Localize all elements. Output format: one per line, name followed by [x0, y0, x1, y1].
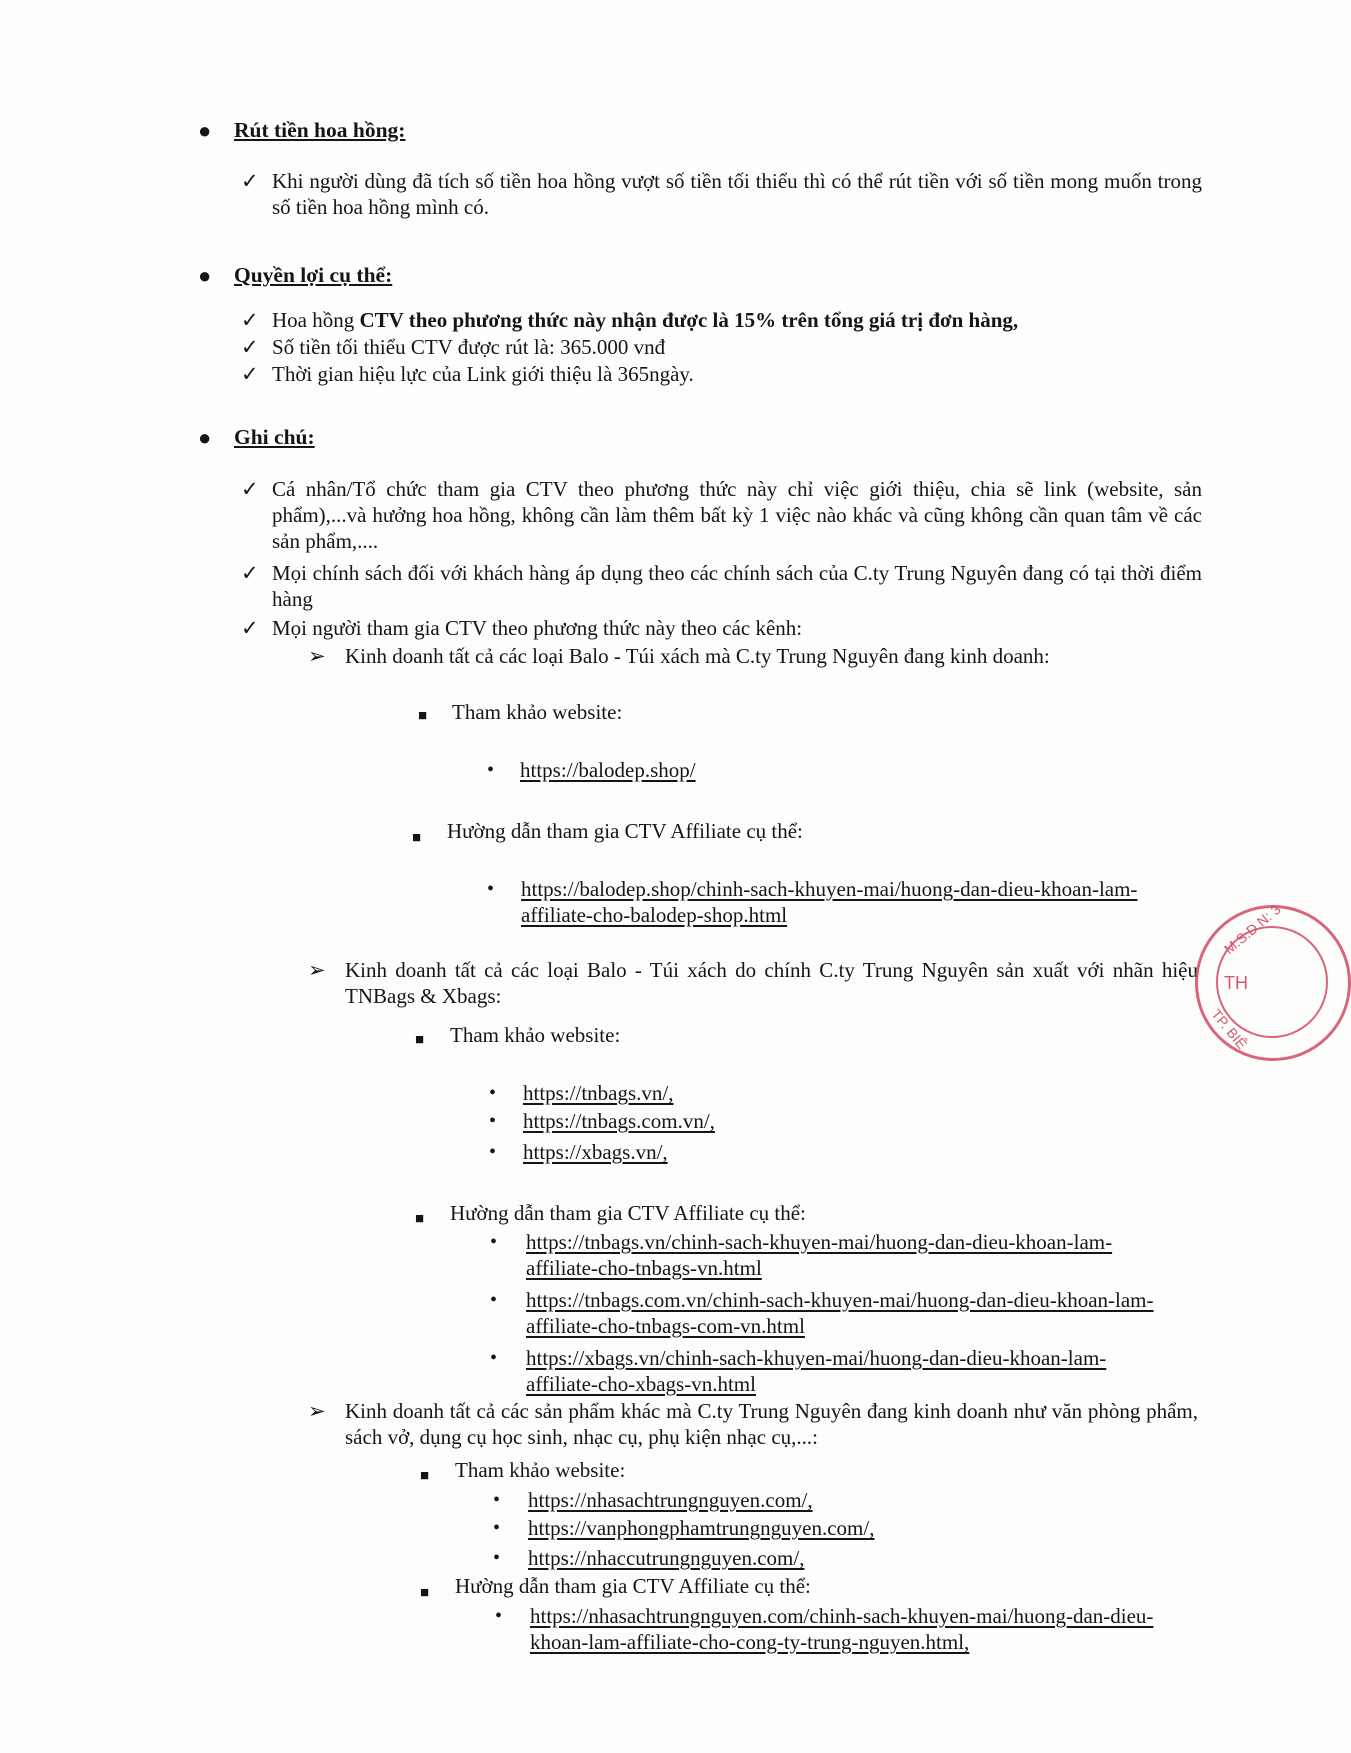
channel-item-2 — [308, 957, 1198, 1009]
bullet-dot-icon: • — [495, 1605, 503, 1627]
channel-1-ref-label: Tham khảo website: — [452, 700, 623, 724]
channel-item-3 — [308, 1398, 1198, 1450]
note-policy-text: Mọi chính sách đối với khách hàng áp dụng theo các chính sách của C.ty Trung Nguyên đang có tại thời điểm hàng — [272, 561, 1202, 611]
channel-3-guide-label: Hường dẫn tham gia CTV Affiliate cụ thể: — [455, 1574, 811, 1598]
channel-1-text: Kinh doanh tất cả các loại Balo - Túi xách mà C.ty Trung Nguyên đang kinh doanh: — [345, 644, 1050, 668]
benefit-item-validity — [241, 361, 1202, 387]
channel-1-website-1[interactable]: https://balodep.shop/ — [520, 758, 696, 782]
check-mark-icon: ✓ — [241, 308, 259, 332]
bullet-dot-icon: • — [493, 1517, 501, 1539]
note-participants-text: Cá nhân/Tổ chức tham gia CTV theo phương thức này chỉ việc giới thiệu, chia sẽ link (website, sản phẩm),...và hưởng hoa hồng, không cần làm thêm bất kỳ 1 việc nào khác và cũng không cần quan tâm về các sản phẩm,.... — [272, 477, 1202, 553]
channel-1-guide-1[interactable]: https://balodep.shop/chinh-sach-khuyen-mai/huong-dan-dieu-khoan-lam-affiliate-cho-balodep-shop.html — [521, 877, 1138, 927]
bullet-dot-icon: • — [487, 878, 495, 900]
note-item-participants — [241, 476, 1202, 554]
channel-2-text: Kinh doanh tất cả các loại Balo - Túi xách do chính C.ty Trung Nguyên sản xuất với nhãn hiệu TNBags & Xbags: — [345, 958, 1198, 1008]
square-bullet-icon: ■ — [420, 1585, 430, 1601]
section-bullet-icon: ● — [198, 118, 212, 143]
channel-2-guide-3[interactable]: https://xbags.vn/chinh-sach-khuyen-mai/huong-dan-dieu-khoan-lam-affiliate-cho-xbags-vn.html — [526, 1346, 1107, 1396]
note-channels-text: Mọi người tham gia CTV theo phương thức này theo các kênh: — [272, 616, 803, 640]
stamp-center-text: TH — [1224, 973, 1248, 993]
check-mark-icon: ✓ — [241, 477, 259, 501]
channel-2-guide-label: Hường dẫn tham gia CTV Affiliate cụ thể: — [450, 1201, 806, 1225]
channel-3-website-2[interactable]: https://vanphongphamtrungnguyen.com/, — [528, 1516, 875, 1540]
benefit-validity-text: Thời gian hiệu lực của Link giới thiệu là 365ngày. — [272, 362, 694, 386]
bullet-dot-icon: • — [489, 1141, 497, 1163]
bullet-dot-icon: • — [489, 1082, 497, 1104]
bullet-dot-icon: • — [490, 1347, 498, 1369]
benefit-item-minimum — [241, 334, 1202, 360]
withdraw-item — [241, 168, 1202, 220]
channel-3-text: Kinh doanh tất cả các sản phẩm khác mà C.ty Trung Nguyên đang kinh doanh như văn phòng phẩm, sách vở, dụng cụ học sinh, nhạc cụ, phụ kiện nhạc cụ,...: — [345, 1399, 1198, 1449]
check-mark-icon: ✓ — [241, 169, 259, 193]
bullet-dot-icon: • — [487, 759, 495, 781]
benefit-commission-prefix: Hoa hồng — [272, 308, 360, 332]
section-title-benefits: Quyền lợi cụ thể: — [234, 263, 393, 287]
stamp-registration-text: M.S.D.N: 3 — [1220, 900, 1284, 958]
section-bullet-icon: ● — [198, 425, 212, 450]
bullet-dot-icon: • — [489, 1110, 497, 1132]
arrow-right-outline-icon: ➢ — [308, 1399, 326, 1423]
arrow-right-outline-icon: ➢ — [308, 644, 326, 668]
channel-2-website-2[interactable]: https://tnbags.com.vn/, — [523, 1109, 715, 1133]
channel-2-website-3[interactable]: https://xbags.vn/, — [523, 1140, 668, 1164]
check-mark-icon: ✓ — [241, 335, 259, 359]
square-bullet-icon: ■ — [418, 708, 428, 724]
benefit-item-commission — [241, 307, 1202, 333]
channel-3-website-1[interactable]: https://nhasachtrungnguyen.com/, — [528, 1488, 813, 1512]
square-bullet-icon: ■ — [415, 1211, 425, 1227]
channel-2-guide-1[interactable]: https://tnbags.vn/chinh-sach-khuyen-mai/huong-dan-dieu-khoan-lam-affiliate-cho-tnbags-vn.html — [526, 1230, 1113, 1280]
check-mark-icon: ✓ — [241, 362, 259, 386]
bullet-dot-icon: • — [493, 1547, 501, 1569]
channel-3-ref-label: Tham khảo website: — [455, 1458, 626, 1482]
channel-item-1 — [308, 643, 1198, 669]
section-title-notes: Ghi chú: — [234, 425, 315, 449]
bullet-dot-icon: • — [490, 1231, 498, 1253]
channel-2-website-1[interactable]: https://tnbags.vn/, — [523, 1081, 674, 1105]
stamp-city-text: TP. BIÊ — [1208, 1006, 1251, 1052]
bullet-dot-icon: • — [490, 1289, 498, 1311]
channel-2-ref-label: Tham khảo website: — [450, 1023, 621, 1047]
channel-3-guide-1[interactable]: https://nhasachtrungnguyen.com/chinh-sach-khuyen-mai/huong-dan-dieu-khoan-lam-affiliate-cho-cong-ty-trung-nguyen.html, — [530, 1604, 1154, 1654]
section-bullet-icon: ● — [198, 263, 212, 288]
company-stamp — [1195, 900, 1351, 1061]
channel-2-guide-2[interactable]: https://tnbags.com.vn/chinh-sach-khuyen-mai/huong-dan-dieu-khoan-lam-affiliate-cho-tnbags-com-vn.html — [526, 1288, 1154, 1338]
channel-1-guide-label: Hường dẫn tham gia CTV Affiliate cụ thể: — [447, 819, 803, 843]
section-title-withdraw: Rút tiền hoa hồng: — [234, 118, 406, 142]
note-item-policy — [241, 560, 1202, 612]
square-bullet-icon: ■ — [412, 830, 422, 846]
check-mark-icon: ✓ — [241, 561, 259, 585]
benefit-minimum-text: Số tiền tối thiểu CTV được rút là: 365.000 vnđ — [272, 335, 666, 359]
withdraw-item-text: Khi người dùng đã tích số tiền hoa hồng vượt số tiền tối thiểu thì có thể rút tiền với số tiền mong muốn trong số tiền hoa hồng mình có. — [272, 169, 1202, 219]
bullet-dot-icon: • — [493, 1489, 501, 1511]
square-bullet-icon: ■ — [420, 1468, 430, 1484]
benefit-commission-bold: CTV theo phương thức này nhận được là 15% trên tổng giá trị đơn hàng, — [359, 308, 1019, 332]
square-bullet-icon: ■ — [415, 1032, 425, 1048]
channel-3-website-3[interactable]: https://nhaccutrungnguyen.com/, — [528, 1546, 805, 1570]
note-item-channels — [241, 615, 1202, 641]
arrow-right-outline-icon: ➢ — [308, 958, 326, 982]
check-mark-icon: ✓ — [241, 616, 259, 640]
